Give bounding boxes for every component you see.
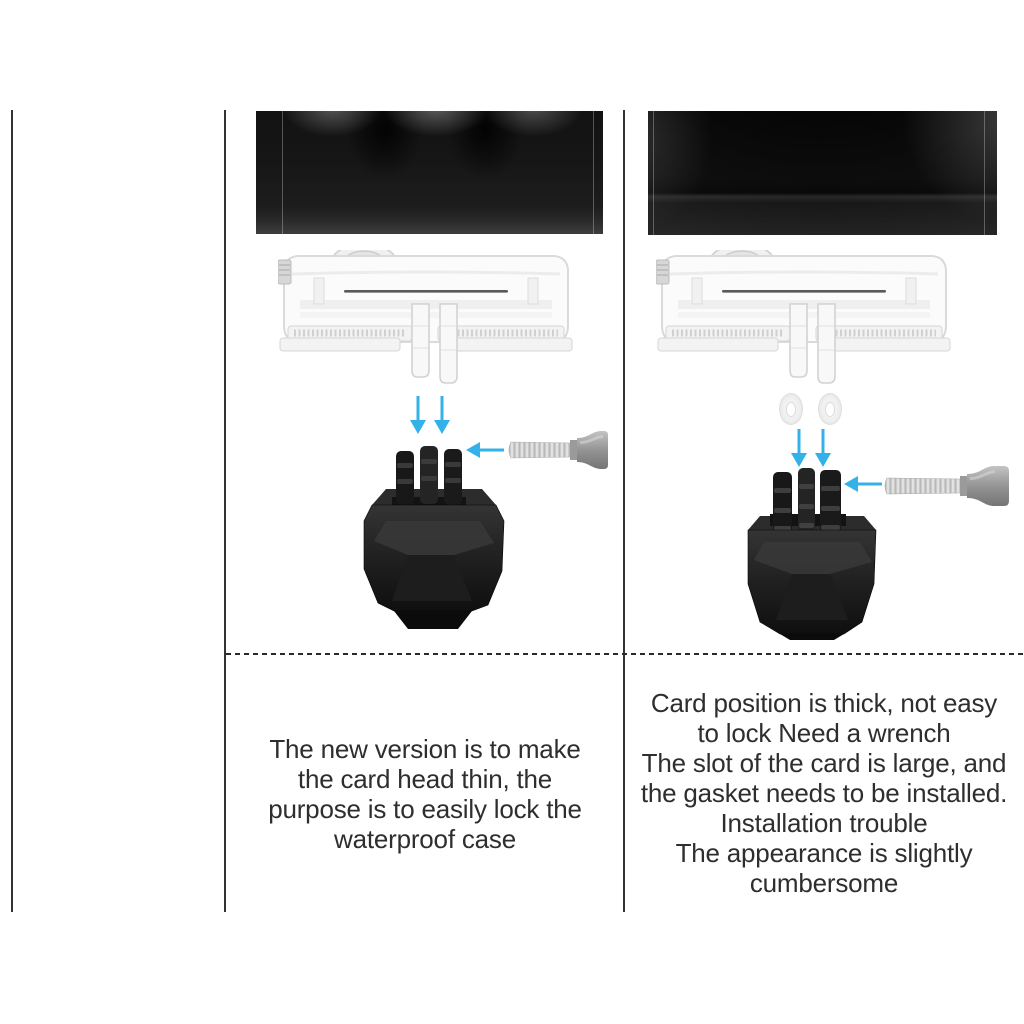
gasket-ring-icon [779, 393, 803, 425]
gasket-hole [825, 402, 835, 417]
caption-line: cumbersome [749, 868, 899, 898]
thumb-screw-illustration [507, 429, 609, 471]
thin-mount-illustration [356, 443, 510, 633]
caption-line: the gasket needs to be installed. [640, 778, 1008, 808]
waterproof-case-illustration [278, 250, 574, 390]
left-edge-divider [11, 110, 13, 912]
gasket-ring-icon [818, 393, 842, 425]
caption-line: The slot of the card is large, and [641, 748, 1007, 778]
gasket-hole [786, 402, 796, 417]
down-arrow-icon [410, 396, 426, 434]
photo-highlight-line [282, 111, 283, 234]
right-caption [626, 688, 1022, 898]
caption-line: the card head thin, the [297, 764, 553, 794]
thumb-screw-illustration [883, 463, 1010, 509]
caption-line: The appearance is slightly [675, 838, 973, 868]
photo-highlight-line [984, 111, 985, 235]
caption-line: Card position is thick, not easy [650, 688, 998, 718]
down-arrow-icon [815, 429, 831, 467]
photo-highlight-line [593, 111, 594, 234]
down-arrow-icon [434, 396, 450, 434]
photo-highlight-line [653, 111, 654, 235]
caption-line: waterproof case [334, 824, 516, 854]
waterproof-case-illustration [656, 250, 952, 390]
old-version-macro-photo [648, 111, 997, 235]
caption-line: Installation trouble [720, 808, 928, 838]
new-version-macro-photo [256, 111, 603, 234]
center-column-divider [623, 110, 625, 912]
caption-line: The new version is to make [269, 734, 581, 764]
caption-line: to lock Need a wrench [697, 718, 951, 748]
caption-line: purpose is to easily lock the [268, 794, 582, 824]
dashed-separator [226, 653, 1024, 655]
down-arrow-icon [791, 429, 807, 467]
left-caption [227, 734, 623, 854]
thick-mount-illustration [744, 466, 880, 642]
left-column-divider [224, 110, 226, 912]
